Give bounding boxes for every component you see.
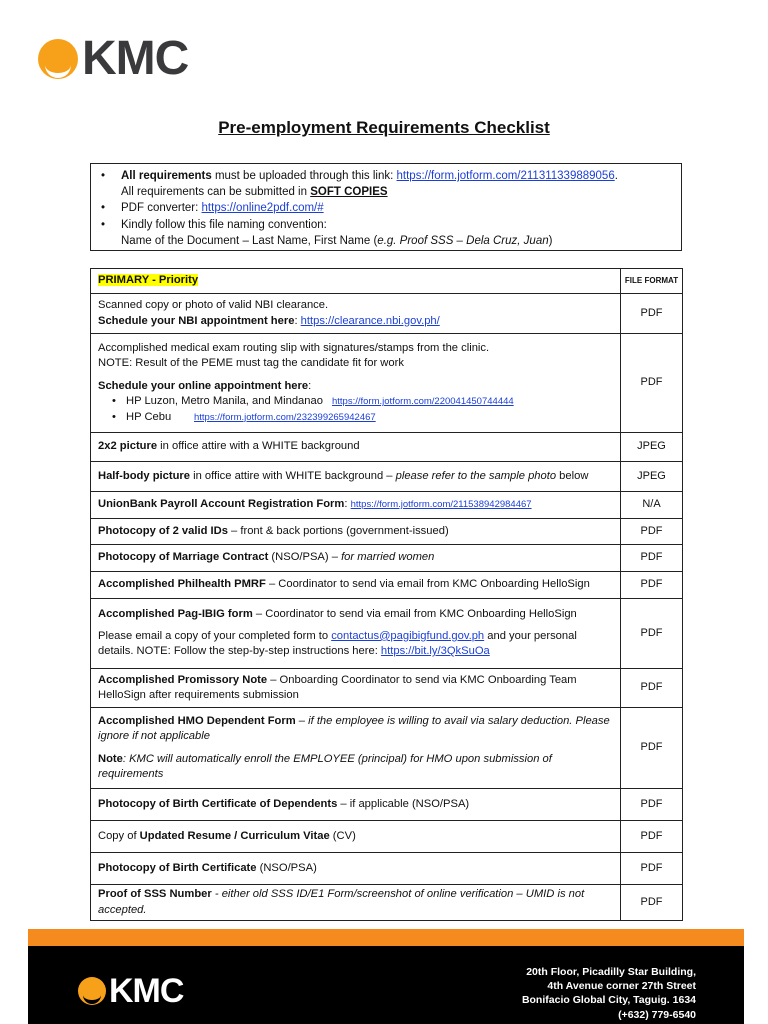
table-row: Proof of SSS Number - either old SSS ID/E1 Form/screenshot of online verification – UMID is not accepted. PDF: [91, 885, 683, 921]
file-format: PDF: [621, 572, 683, 599]
kmc-logo: [38, 32, 189, 85]
table-row: Half-body picture in office attire with WHITE background – please refer to the sample photo below JPEG: [91, 462, 683, 492]
footer-accent-bar: [28, 929, 744, 946]
logo-wordmark: KMC: [82, 32, 189, 85]
pagibig-email-link[interactable]: contactus@pagibigfund.gov.ph: [331, 629, 485, 642]
table-header: [91, 269, 683, 294]
note-naming-example: Name of the Document – Last Name, First Name (e.g. Proof SSS – Dela Cruz, Juan): [121, 234, 553, 247]
hp-luzon-link[interactable]: https://form.jotform.com/220041450744444: [332, 396, 514, 408]
footer-logo: [78, 974, 183, 1008]
note-pdf-converter: • PDF converter: https://online2pdf.com/#: [99, 200, 675, 216]
file-format: JPEG: [621, 433, 683, 462]
footer-logo-wordmark: KMC: [109, 972, 184, 1010]
list-item: • HP Cebu https://form.jotform.com/232399265942467: [98, 410, 613, 426]
table-row: Copy of Updated Resume / Curriculum Vitae (CV) PDF: [91, 821, 683, 853]
page-title: Pre-employment Requirements Checklist: [218, 118, 550, 137]
smile-logo-icon: [78, 977, 106, 1005]
list-item: • HP Luzon, Metro Manila, and Mindanao https://form.jotform.com/220041450744444: [98, 394, 613, 410]
file-format: PDF: [621, 789, 683, 821]
file-format: PDF: [621, 669, 683, 708]
file-format: PDF: [621, 294, 683, 334]
unionbank-form-link[interactable]: https://form.jotform.com/211538942984467: [350, 499, 532, 511]
table-row: Photocopy of 2 valid IDs – front & back portions (government-issued) PDF: [91, 519, 683, 545]
note-soft-copies: All requirements can be submitted in SOFT COPIES: [121, 186, 388, 199]
file-format: PDF: [621, 334, 683, 433]
footer-address: 20th Floor, Picadilly Star Building, 4th Avenue corner 27th Street Bonifacio Global City, Taguig. 1634 (+632) 779-6540: [521, 966, 696, 1021]
table-row: Scanned copy or photo of valid NBI clearance. Schedule your NBI appointment here: https://clearance.nbi.gov.ph/ PDF: [91, 294, 683, 334]
instructions-box: [90, 163, 682, 251]
hp-cebu-link[interactable]: https://form.jotform.com/232399265942467: [194, 411, 376, 423]
upload-link[interactable]: https://form.jotform.com/211311339889056: [396, 170, 615, 182]
file-format-header: FILE FORMAT: [621, 269, 683, 294]
file-format: PDF: [621, 519, 683, 545]
file-format: N/A: [621, 492, 683, 519]
file-format: PDF: [621, 708, 683, 789]
requirements-table: [90, 268, 683, 921]
table-row: Accomplished HMO Dependent Form – if the employee is willing to avail via salary deduction. Please ignore if not applicable Note: KMC will automatically enroll the EMPLOYEE (principal) for HMO upon submission of requirements PDF: [91, 708, 683, 789]
file-format: PDF: [621, 821, 683, 853]
table-row: 2x2 picture in office attire with a WHITE background JPEG: [91, 433, 683, 462]
pagibig-instructions-link[interactable]: https://bit.ly/3QkSuOa: [380, 645, 490, 658]
pdf-converter-link[interactable]: https://online2pdf.com/#: [201, 202, 324, 215]
table-row: Photocopy of Birth Certificate of Dependents – if applicable (NSO/PSA) PDF: [91, 789, 683, 821]
file-format: PDF: [621, 599, 683, 669]
nbi-link[interactable]: https://clearance.nbi.gov.ph/: [300, 314, 440, 327]
note-naming: • Kindly follow this file naming convention:: [99, 217, 675, 233]
smile-logo-icon: [38, 39, 78, 79]
note-upload: • All requirements must be uploaded through this link: https://form.jotform.com/211311339889056.: [99, 168, 675, 184]
file-format: PDF: [621, 885, 683, 921]
file-format: PDF: [621, 853, 683, 885]
file-format: PDF: [621, 545, 683, 572]
table-row: Accomplished Promissory Note – Onboarding Coordinator to send via KMC Onboarding Team HelloSign after requirements submission PDF: [91, 669, 683, 708]
table-row: Accomplished Pag-IBIG form – Coordinator to send via email from KMC Onboarding HelloSign Please email a copy of your completed form to contactus@pagibigfund.gov.ph and your personal details. NOTE: Follow the step-by-step instructions here: https://bit.ly/3QkSuOa PDF: [91, 599, 683, 669]
footer: [28, 946, 744, 1024]
file-format: JPEG: [621, 462, 683, 492]
table-row: Accomplished medical exam routing slip with signatures/stamps from the clinic. NOTE: Result of the PEME must tag the candidate fit for work Schedule your online appointment here: • HP Luzon, Metro Manila, and Mindanao https://form.jotform.com/220041450744444 • HP Cebu https://form.jotform.com/232399265942467 PDF: [91, 334, 683, 433]
table-row: UnionBank Payroll Account Registration Form: https://form.jotform.com/211538942984467 N/A: [91, 492, 683, 519]
table-row: Photocopy of Marriage Contract (NSO/PSA) – for married women PDF: [91, 545, 683, 572]
table-row: Photocopy of Birth Certificate (NSO/PSA) PDF: [91, 853, 683, 885]
table-row: Accomplished Philhealth PMRF – Coordinator to send via email from KMC Onboarding HelloSign PDF: [91, 572, 683, 599]
primary-priority-label: PRIMARY - Priority: [98, 274, 199, 287]
